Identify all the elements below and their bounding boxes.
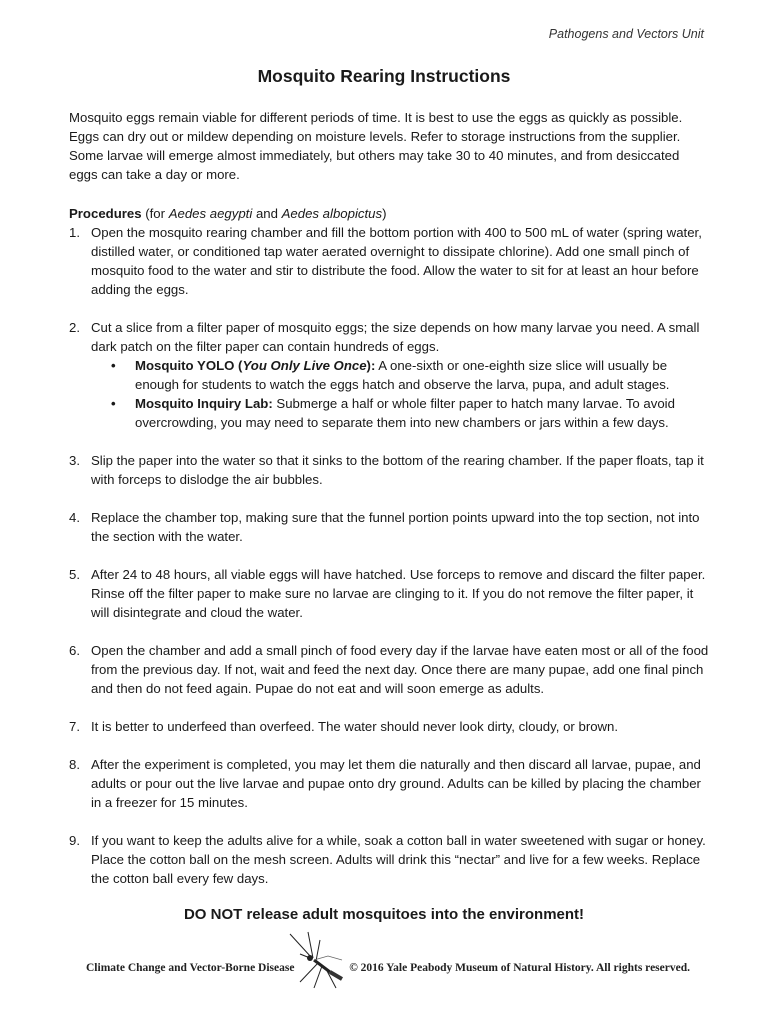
step-number: 1. [69, 225, 80, 240]
bullet-list [91, 356, 709, 432]
bullet-label: Mosquito Inquiry Lab: [135, 396, 273, 411]
bullet-item [111, 394, 709, 432]
bullet-dot: • [111, 396, 116, 411]
bullet-dot: • [111, 358, 116, 373]
step-item [69, 717, 709, 736]
step-text: After 24 to 48 hours, all viable eggs will have hatched. Use forceps to remove and discard the filter paper. Rinse off the filter paper to make sure no larvae are clinging to it. If you do not remove the filter paper, it will disintegrate and cloud the water. [91, 567, 706, 620]
procedures-heading-label: Procedures [69, 206, 142, 221]
step-item [69, 641, 709, 698]
intro-paragraph: Mosquito eggs remain viable for different periods of time. It is best to use the eggs as quickly as possible. Eggs can dry out or mildew depending on moisture levels. Refer to storage instructions from the supplier. Some larvae will emerge almost immediately, but others may take 30 to 40 minutes, and from desiccated eggs can take a day or more. [69, 110, 683, 182]
step-item [69, 831, 709, 888]
step-number: 7. [69, 719, 80, 734]
footer [86, 958, 690, 982]
steps-list [69, 223, 709, 888]
step-number: 3. [69, 453, 80, 468]
step-number: 6. [69, 643, 80, 658]
step-text: Open the chamber and add a small pinch of food every day if the larvae have eaten most or all of the food from the previous day. If not, wait and feed the next day. Once there are many pupae, add one final pinch and then do not feed again. Pupae do not eat and will soon emerge as adults. [91, 643, 709, 696]
step-item [69, 508, 709, 546]
step-text: Slip the paper into the water so that it sinks to the bottom of the rearing chamber. If the paper floats, tap it with forceps to dislodge the air bubbles. [91, 453, 704, 487]
step-number: 4. [69, 510, 80, 525]
step-number: 8. [69, 757, 80, 772]
procedures-and: and [252, 206, 282, 221]
procedures-section [69, 204, 709, 907]
step-text: Open the mosquito rearing chamber and fill the bottom portion with 400 to 500 mL of water (spring water, distilled water, or conditioned tap water aerated overnight to dissipate chlorine). Add one small pinch of mosquito food to the water and stir to distribute the food. Allow the water to sit for at least an hour before adding the eggs. [91, 225, 702, 297]
step-text: Cut a slice from a filter paper of mosquito eggs; the size depends on how many larvae you need. A small dark patch on the filter paper can contain hundreds of eggs. [91, 320, 700, 354]
step-text: If you want to keep the adults alive for a while, soak a cotton ball in water sweetened with sugar or honey. Place the cotton ball on the mesh screen. Adults will drink this “nectar” and live for a few weeks. Replace the cotton ball every few days. [91, 833, 706, 886]
step-item [69, 451, 709, 489]
step-item [69, 755, 709, 812]
bullet-text: Submerge a half or whole filter paper to hatch many larvae. To avoid overcrowding, you may need to separate them into new chambers or jars within a few days. [135, 396, 675, 430]
step-item [69, 565, 709, 622]
footer-copyright: © 2016 Yale Peabody Museum of Natural History. All rights reserved. [349, 962, 690, 974]
bullet-text: A one-sixth or one-eighth size slice will usually be enough for students to watch the eggs hatch and observe the larva, pupa, and adult stages. [135, 358, 670, 392]
bullet-item [111, 356, 709, 394]
footer-course-title: Climate Change and Vector-Borne Disease [86, 962, 295, 974]
procedures-for: (for [141, 206, 169, 221]
unit-header: Pathogens and Vectors Unit [548, 27, 704, 41]
step-text: Replace the chamber top, making sure that the funnel portion points upward into the top section, not into the section with the water. [91, 510, 700, 544]
bullet-label: Mosquito YOLO (You Only Live Once): [135, 358, 376, 373]
species-albopictus: Aedes albopictus [281, 206, 383, 221]
step-item [69, 223, 709, 299]
step-number: 5. [69, 567, 80, 582]
procedures-heading [69, 204, 709, 223]
step-number: 9. [69, 833, 80, 848]
step-text: It is better to underfeed than overfeed. The water should never look dirty, cloudy, or brown. [91, 719, 619, 734]
warning-text: DO NOT release adult mosquitoes into the environment! [183, 906, 585, 923]
species-aegypti: Aedes aegypti [168, 206, 253, 221]
procedures-close: ) [382, 206, 387, 221]
step-number: 2. [69, 320, 80, 335]
step-item [69, 318, 709, 432]
step-text: After the experiment is completed, you may let them die naturally and then discard all larvae, pupae, and adults or pour out the live larvae and pupae onto dry ground. Adults can be killed by placing the chamber in a freezer for 15 minutes. [91, 757, 701, 810]
page-title: Mosquito Rearing Instructions [257, 66, 511, 86]
